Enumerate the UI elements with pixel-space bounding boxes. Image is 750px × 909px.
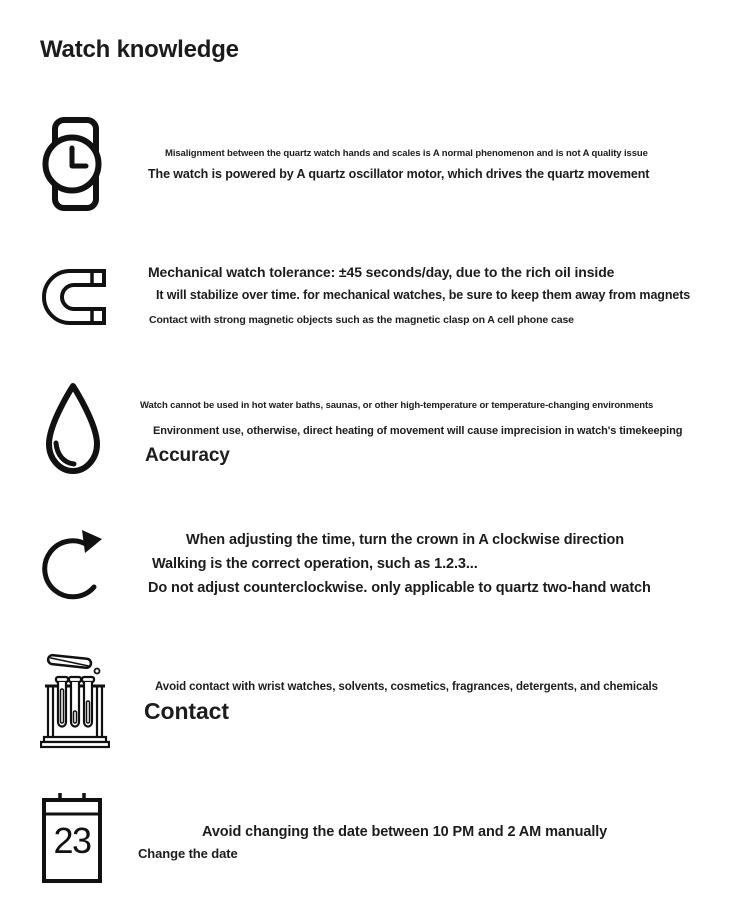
tolerance-note: Mechanical watch tolerance: ±45 seconds/day, due to the rich oil inside — [148, 264, 615, 280]
water-drop-icon — [40, 381, 106, 478]
quartz-misalignment-note: Misalignment between the quartz watch hands and scales is A normal phenomenon and is not A quality issue — [165, 148, 648, 159]
clockwise-arrow-icon — [42, 527, 108, 611]
change-date-heading: Change the date — [138, 846, 238, 861]
environment-note: Environment use, otherwise, direct heating of movement will cause imprecision in watch's timekeeping — [153, 425, 683, 437]
magnetic-contact-note: Contact with strong magnetic objects such as the magnetic clasp on A cell phone case — [149, 314, 574, 326]
stabilize-note: It will stabilize over time. for mechanical watches, be sure to keep them away from magnets — [156, 288, 691, 302]
page-title: Watch knowledge — [40, 36, 239, 63]
hot-water-note: Watch cannot be used in hot water baths, saunas, or other high-temperature or temperature-changing environments — [140, 400, 654, 411]
contact-heading: Contact — [144, 698, 229, 724]
walking-note: Walking is the correct operation, such as 1.2.3... — [152, 556, 478, 572]
counterclockwise-note: Do not adjust counterclockwise. only applicable to quartz two-hand watch — [148, 580, 651, 596]
test-tubes-icon — [40, 649, 110, 749]
accuracy-heading: Accuracy — [145, 445, 230, 466]
clockwise-note: When adjusting the time, turn the crown in A clockwise direction — [186, 532, 625, 548]
quartz-movement-note: The watch is powered by A quartz oscillator motor, which drives the quartz movement — [148, 167, 650, 181]
calendar-day-number: 23 — [53, 820, 91, 861]
date-change-warning: Avoid changing the date between 10 PM and 2 AM manually — [202, 824, 608, 840]
calendar-icon — [40, 792, 104, 884]
chemicals-note: Avoid contact with wrist watches, solvents, cosmetics, fragrances, detergents, and chemicals — [155, 681, 658, 693]
watch-icon — [42, 116, 106, 212]
magnet-icon — [40, 266, 108, 328]
